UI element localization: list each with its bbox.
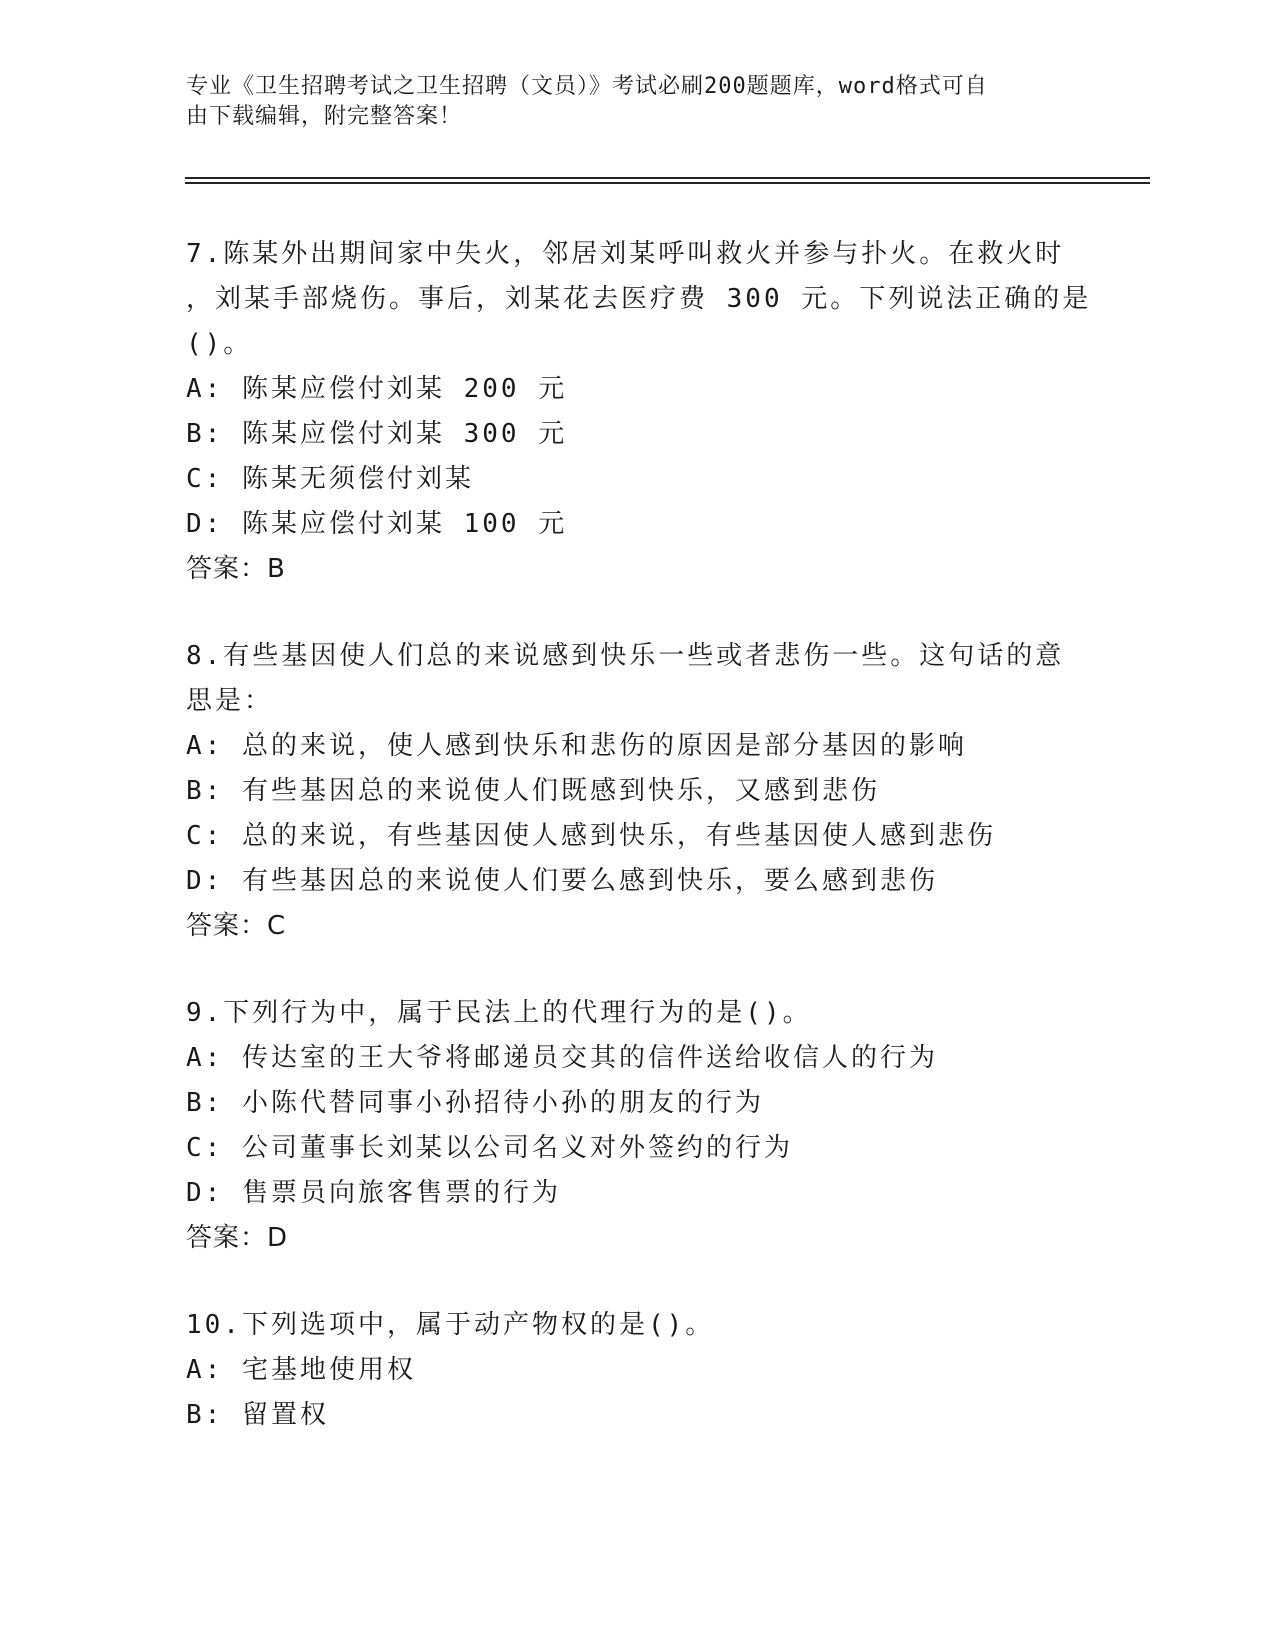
- option-b: B: 陈某应偿付刘某 300 元: [186, 419, 568, 449]
- document-header: [186, 72, 1066, 132]
- option-a: A: 传达室的王大爷将邮递员交其的信件送给收信人的行为: [186, 1043, 938, 1073]
- question-text: 10.下列选项中，属于动产物权的是()。: [186, 1310, 715, 1340]
- question-8: [186, 634, 1086, 949]
- question-text: 7.陈某外出期间家中失火，邻居刘某呼叫救火并参与扑火。在救火时: [186, 239, 1065, 269]
- option-a: A: 总的来说，使人感到快乐和悲伤的原因是部分基因的影响: [186, 731, 967, 761]
- header-line-1: 专业《卫生招聘考试之卫生招聘（文员）》考试必刷200题题库，word格式可自: [186, 74, 988, 99]
- question-list: [186, 232, 1092, 1480]
- option-a: A: 陈某应偿付刘某 200 元: [186, 374, 568, 404]
- question-text: 思是：: [186, 686, 274, 716]
- question-9: [186, 991, 1086, 1261]
- header-line-2: 由下载编辑，附完整答案！: [186, 104, 463, 129]
- question-text: 9.下列行为中，属于民法上的代理行为的是()。: [186, 998, 812, 1028]
- answer: 答案：C: [186, 911, 287, 941]
- question-10: [186, 1303, 1086, 1438]
- question-text: ()。: [186, 329, 253, 359]
- option-d: D: 售票员向旅客售票的行为: [186, 1178, 561, 1208]
- question-7: [186, 232, 1092, 592]
- option-a: A: 宅基地使用权: [186, 1355, 416, 1385]
- option-d: D: 陈某应偿付刘某 100 元: [186, 509, 568, 539]
- answer: 答案：D: [186, 1223, 289, 1253]
- option-b: B: 小陈代替同事小孙招待小孙的朋友的行为: [186, 1088, 764, 1118]
- divider-line-top: [185, 177, 1150, 179]
- option-c: C: 公司董事长刘某以公司名义对外签约的行为: [186, 1133, 793, 1163]
- question-text: 8.有些基因使人们总的来说感到快乐一些或者悲伤一些。这句话的意: [186, 641, 1065, 671]
- question-text: ，刘某手部烧伤。事后，刘某花去医疗费 300 元。下列说法正确的是: [186, 284, 1092, 314]
- header-divider: [185, 177, 1150, 184]
- option-d: D: 有些基因总的来说使人们要么感到快乐，要么感到悲伤: [186, 866, 938, 896]
- option-c: C: 总的来说，有些基因使人感到快乐，有些基因使人感到悲伤: [186, 821, 996, 851]
- divider-line-bottom: [185, 182, 1150, 184]
- option-b: B: 留置权: [186, 1400, 329, 1430]
- option-c: C: 陈某无须偿付刘某: [186, 464, 474, 494]
- answer: 答案：B: [186, 554, 286, 584]
- option-b: B: 有些基因总的来说使人们既感到快乐，又感到悲伤: [186, 776, 880, 806]
